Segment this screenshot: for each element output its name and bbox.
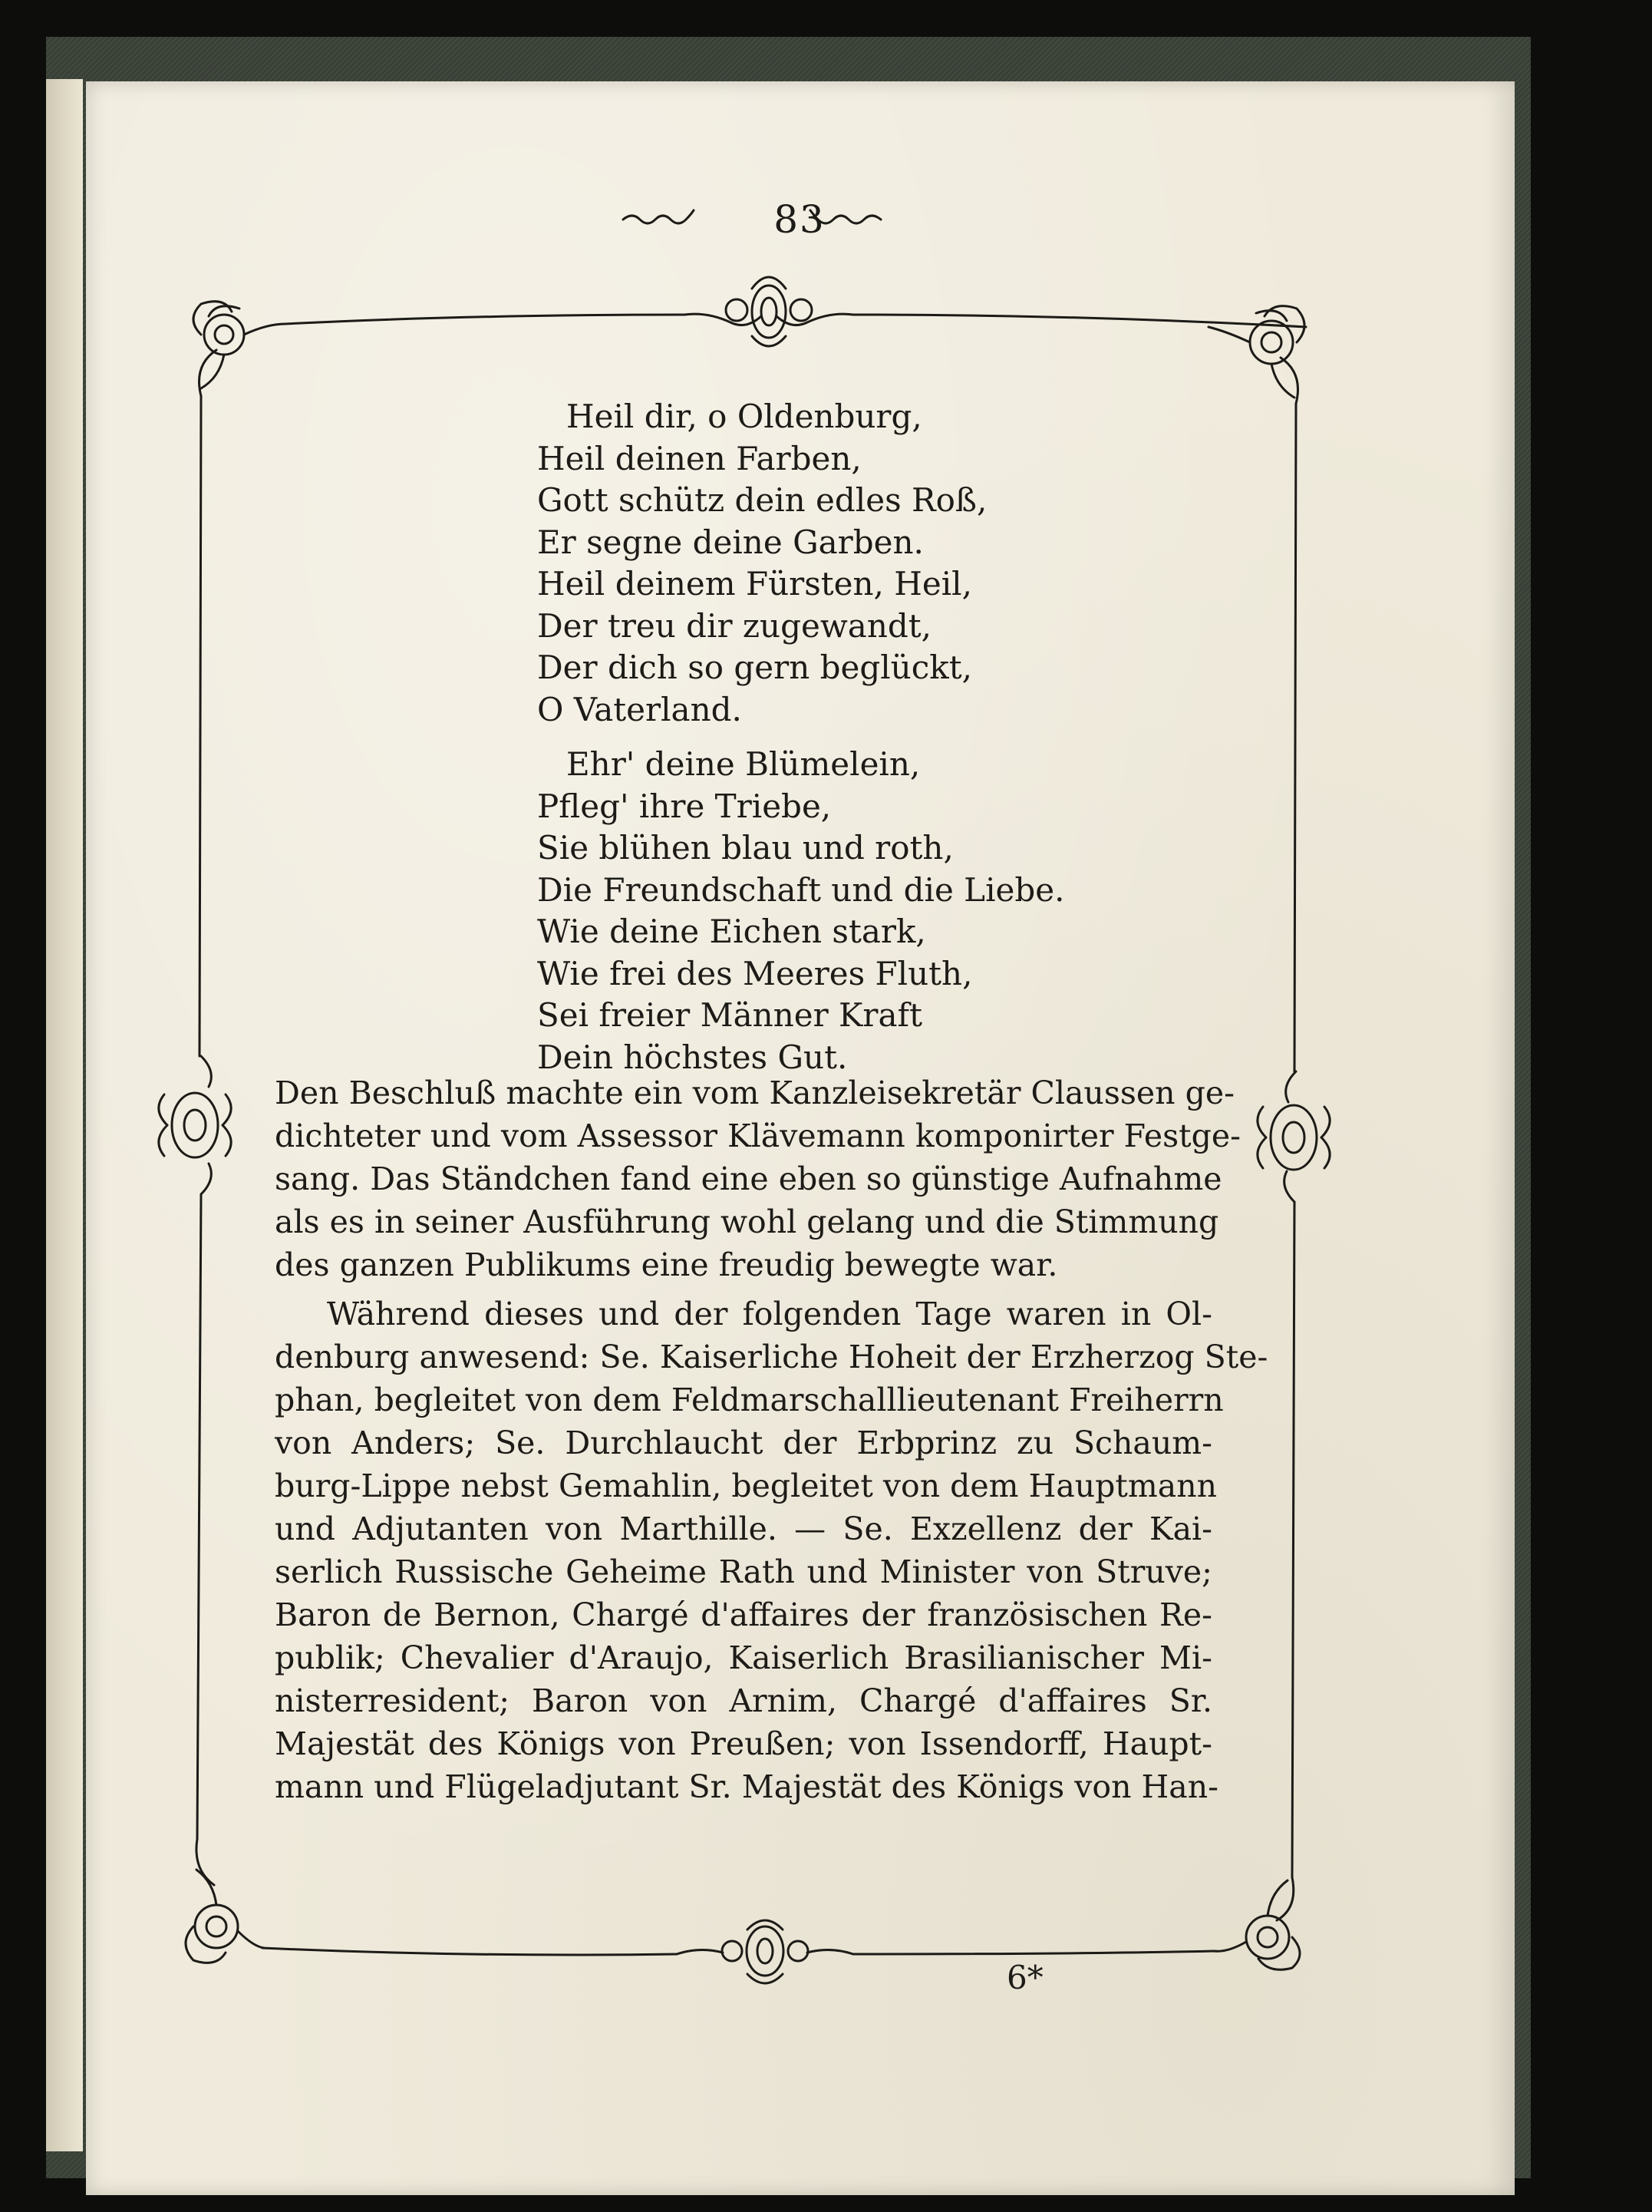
- prose-body: [275, 1071, 1268, 1808]
- text-line: und Adjutanten von Marthille. — Se. Exzellenz der Kai-: [275, 1510, 1212, 1547]
- book-page: [86, 81, 1515, 2195]
- frame-right-upper-rule: [1294, 404, 1296, 1071]
- text-line: phan, begleitet von dem Feldmarschalllieutenant Freiherrn: [275, 1382, 1224, 1418]
- poem-line: Dein höchstes Gut.: [537, 1038, 848, 1076]
- frame-left-upper-rule: [199, 396, 201, 1056]
- poem-line: Wie frei des Meeres Fluth,: [537, 954, 973, 992]
- poem-stanza-2: [537, 744, 1065, 1078]
- text-line: dichteter und vom Assessor Klävemann komponirter Festge-: [275, 1118, 1241, 1154]
- page-header: [677, 189, 922, 250]
- frame-top-right-rule: [853, 315, 1306, 327]
- bottom-right-corner-ornament: [1214, 1877, 1300, 1969]
- text-line: Baron de Bernon, Chargé d'affaires der französischen Re-: [275, 1596, 1212, 1633]
- paragraph-1: [275, 1071, 1241, 1286]
- text-line: Majestät des Königs von Preußen; von Issendorff, Haupt-: [275, 1725, 1212, 1762]
- text-line: als es in seiner Ausführung wohl gelang und die Stimmung: [275, 1203, 1219, 1240]
- text-line: Den Beschluß machte ein vom Kanzleisekretär Claussen ge-: [275, 1075, 1235, 1111]
- poem-line: Heil dir, o Oldenburg,: [566, 398, 922, 435]
- poem-line: Ehr' deine Blümelein,: [566, 745, 921, 783]
- frame-left-lower-rule: [197, 1194, 201, 1839]
- frame-top-left-rule: [285, 315, 684, 324]
- poem-line: Sei freier Männer Kraft: [537, 996, 922, 1034]
- signature-mark: 6*: [1007, 1959, 1044, 1996]
- text-line: Während dieses und der folgenden Tage waren in Ol-: [327, 1296, 1212, 1332]
- poem: [537, 396, 1065, 1078]
- text-line: sang. Das Ständchen fand eine eben so günstige Aufnahme: [275, 1160, 1222, 1197]
- poem-line: Die Freundschaft und die Liebe.: [537, 870, 1065, 909]
- text-line: denburg anwesend: Se. Kaiserliche Hoheit der Erzherzog Ste-: [275, 1339, 1268, 1375]
- text-line: von Anders; Se. Durchlaucht der Erbprinz zu Schaum-: [275, 1425, 1212, 1461]
- page-number: 83: [773, 197, 826, 242]
- frame-bottom-right-rule: [853, 1951, 1214, 1954]
- frame-right-lower-rule: [1292, 1202, 1294, 1877]
- poem-line: Er segne deine Garben.: [537, 523, 924, 561]
- bottom-center-ornament: [677, 1920, 853, 1983]
- poem-line: Der treu dir zugewandt,: [537, 606, 932, 645]
- top-right-corner-ornament: [1208, 306, 1304, 404]
- top-left-corner-ornament: [193, 302, 285, 396]
- top-center-ornament: [684, 277, 853, 346]
- poem-line: Heil deinen Farben,: [537, 439, 862, 477]
- poem-line: Sie blühen blau und roth,: [537, 829, 954, 867]
- text-line: des ganzen Publikums eine freudig bewegte war.: [275, 1246, 1058, 1283]
- text-line: serlich Russische Geheime Rath und Minister von Struve;: [275, 1553, 1212, 1590]
- poem-line: Der dich so gern beglückt,: [537, 649, 972, 686]
- frame-bottom-left-rule: [262, 1948, 677, 1955]
- poem-line: Heil deinem Fürsten, Heil,: [537, 565, 972, 603]
- poem-line: Wie deine Eichen stark,: [537, 913, 926, 950]
- poem-line: O Vaterland.: [537, 690, 742, 728]
- text-line: publik; Chevalier d'Araujo, Kaiserlich Brasilianischer Mi-: [275, 1639, 1212, 1676]
- left-middle-ornament: [159, 1056, 231, 1194]
- text-line: nisterresident; Baron von Arnim, Chargé d'affaires Sr.: [275, 1682, 1212, 1719]
- bottom-left-corner-ornament: [186, 1839, 264, 1963]
- poem-line: Pfleg' ihre Triebe,: [537, 787, 832, 825]
- right-middle-ornament: [1258, 1071, 1330, 1202]
- text-line: burg-Lippe nebst Gemahlin, begleitet von dem Hauptmann: [275, 1468, 1218, 1504]
- poem-line: Gott schütz dein edles Roß,: [537, 481, 988, 519]
- facing-page-edge: [46, 79, 83, 2151]
- paragraph-2: [275, 1293, 1268, 1808]
- text-line: mann und Flügeladjutant Sr. Majestät des Königs von Han-: [275, 1768, 1218, 1805]
- poem-stanza-1: [537, 396, 1028, 731]
